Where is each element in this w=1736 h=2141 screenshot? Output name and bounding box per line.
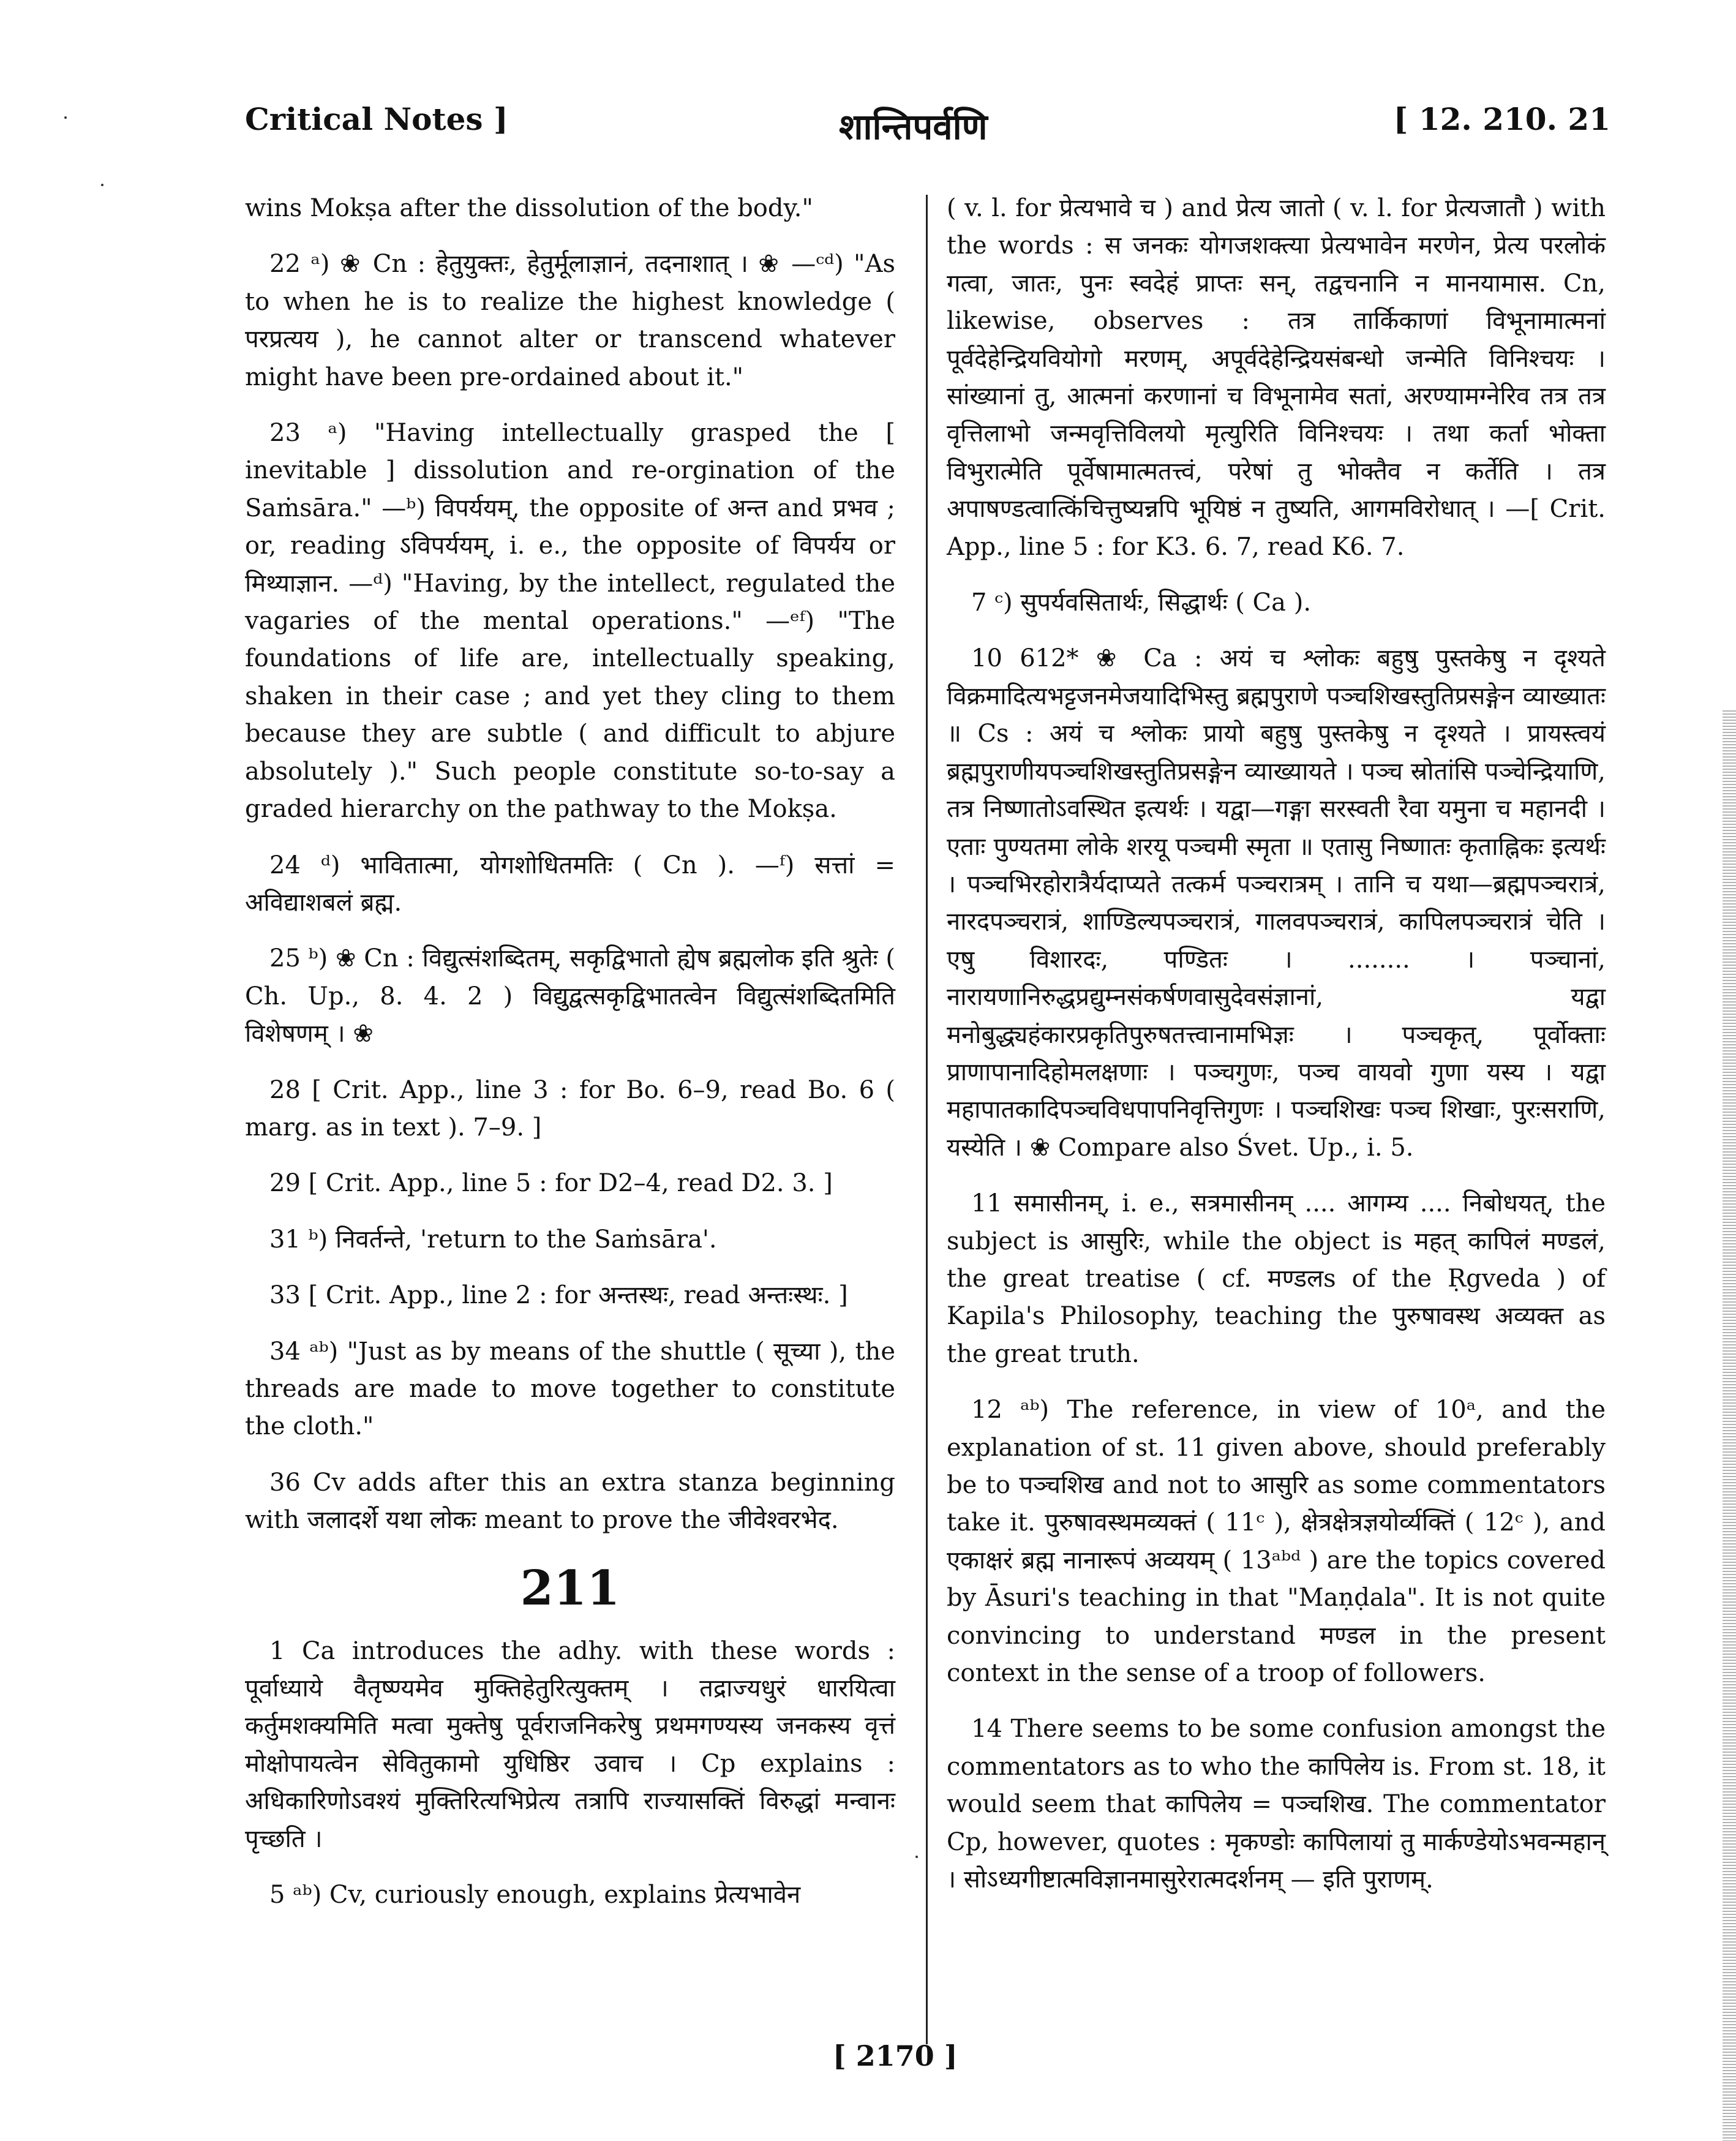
scan-speck [101, 184, 103, 186]
left-column [245, 190, 895, 1932]
note-211-7: 7 ᶜ) सुपर्यवसितार्थः, सिद्धार्थः ( Ca ). [971, 589, 1312, 617]
note-continuation: wins Mokṣa after the dissolution of the body." [245, 194, 813, 222]
note-211-10: 10 612* ❀ Ca : अयं च श्लोकः बहुषु पुस्तकेषु न दृश्यते विक्रमादित्यभट्टजनमेजयादिभिस्तु ब्रह्मपुराणे पञ्चशिखस्तुतिप्रसङ्गेन व्याख्यातः ॥ Cs : अयं च श्लोकः प्रायो बहुषु पुस्तकेषु न दृश्यते । प्रायस्त्वयं ब्रह्मपुराणीयपञ्चशिखस्तुतिप्रसङ्गेन व्याख्यायते । पञ्च स्रोतांसि पञ्चेन्द्रियाणि, तत्र निष्णातोऽवस्थित इत्यर्थः । यद्वा—गङ्गा सरस्वती रैवा यमुना च महानदी । एताः पुण्यतमा लोके शरयू पञ्चमी स्मृता ॥ एतासु निष्णातः कृताह्निकः इत्यर्थः । पञ्चभिरहोरात्रैर्यदाप्यते तत्कर्म पञ्चरात्रम् । तानि च यथा—ब्रह्मपञ्चरात्रं, नारदपञ्चरात्रं, शाण्डिल्यपञ्चरात्रं, गालवपञ्चरात्रं, कापिलपञ्चरात्रं चेति । एषु विशारदः, पण्डितः । ........ । पञ्चानां, नारायणानिरुद्धप्रद्युम्नसंकर्षणवासुदेवसंज्ञानां, यद्वा मनोबुद्ध्यहंकारप्रकृतिपुरुषतत्त्वानामभिज्ञः । पञ्चकृत्, पूर्वोक्ताः प्राणापानादिहोमलक्षणाः । पञ्चगुणः, पञ्च वायवो गुणा यस्य । यद्वा महापातकादिपञ्चविधपापनिवृत्तिगुणः । पञ्चशिखः पञ्च शिखाः, पुरःसराणि, यस्येति । ❀ Compare also Śvet. Up., i. 5. [947, 644, 1606, 1162]
section-heading: 211 [520, 1560, 620, 1616]
note-34: 34 ᵃᵇ) "Just as by means of the shuttle ( सूच्या ), the threads are made to move together to constitute the cloth." [245, 1337, 895, 1441]
note-211-5-continued: ( v. l. for प्रेत्यभावे च ) and प्रेत्य जातो ( v. l. for प्रेत्यजातौ ) with the words : स जनकः योगजशक्त्या प्रेत्यभावेन मरणेन, प्रेत्य परलोकं गत्वा, जातः, पुनः स्वदेहं प्राप्तः सन्, तद्वचनानि न मानयामास. Cn, likewise, observes : तत्र तार्किकाणां विभूनामात्मनां पूर्वदेहेन्द्रियवियोगो मरणम्, अपूर्वदेहेन्द्रियसंबन्धो जन्मेति विनिश्चयः । सांख्यानां तु, आत्मनां करणानां च विभूनामेव सतां, अरण्यामग्नेरिव तत्र तत्र वृत्तिलाभो जन्मवृत्तिविलयो मृत्युरिति विनिश्चयः । तथा कर्ता भोक्ता विभुरात्मेति पूर्वेषामात्मतत्त्वं, परेषां तु भोक्तैव न कर्तेति । तत्र अपाषण्डत्वात्किंचित्तुष्यन्नपि भूयिष्ठं न तुष्यति, आगमविरोधात् । —[ Crit. App., line 5 : for K3. 6. 7, read K6. 7. [947, 194, 1606, 561]
note-24: 24 ᵈ) भावितात्मा, योगशोधितमतिः ( Cn ). —ᶠ) सत्तां = अविद्याशबलं ब्रह्म. [245, 851, 895, 917]
note-31: 31 ᵇ) निवर्तन्ते, 'return to the Saṁsāra'. [269, 1225, 717, 1254]
running-head-title: शान्तिपर्वणि [839, 106, 988, 148]
note-211-1: 1 Ca introduces the adhy. with these words : पूर्वाध्याये वैतृष्ण्यमेव मुक्तिहेतुरित्युक्तम् । तद्राज्यधुरं धारयित्वा कर्तुमशक्यमिति मत्वा मुक्तेषु पूर्वराजनिकरेषु प्रथमगण्यस्य जनकस्य वृत्तं मोक्षोपायत्वेन सेवितुकामो युधिष्ठिर उवाच । Cp explains : अधिकारिणोऽवश्यं मुक्तिरित्यभिप्रेत्य तत्रापि राज्यासक्तिं विरुद्धां मन्वानः पृच्छति । [245, 1636, 895, 1853]
note-33: 33 [ Crit. App., line 2 : for अन्तस्थः, read अन्तःस्थः. ] [269, 1281, 848, 1310]
note-25: 25 ᵇ) ❀ Cn : विद्युत्संशब्दितम्, सकृद्विभातो ह्येष ब्रह्मलोक इति श्रुतेः ( Ch. Up., 8. 4. 2 ) विद्युद्वत्सकृद्विभातत्वेन विद्युत्संशब्दितमिति विशेषणम् । ❀ [245, 944, 895, 1048]
note-22: 22 ᵃ) ❀ Cn : हेतुयुक्तः, हेतुर्मूलाज्ञानं, तदनाशात् । ❀ —ᶜᵈ) "As to when he is to realize the highest knowledge ( परप्रत्यय ), he cannot alter or transcend whatever might have been pre-ordained about it." [245, 250, 895, 391]
page-number: [ 2170 ] [833, 2039, 958, 2072]
note-36: 36 Cv adds after this an extra stanza beginning with जलादर्शे यथा लोकः meant to prove the जीवेश्वरभेद. [245, 1468, 895, 1535]
scan-speck [915, 1856, 918, 1858]
running-head-left: Critical Notes ] [245, 101, 508, 137]
note-211-5: 5 ᵃᵇ) Cv, curiously enough, explains प्रेत्यभावेन [269, 1881, 801, 1910]
note-211-14: 14 There seems to be some confusion amongst the commentators as to who the कापिलेय is. From st. 18, it would seem that कापिलेय = पञ्चशिख. The commentator Cp, however, quotes : मृकण्डोः कापिलायां तु मार्कण्डेयोऽभवन्महान् । सोऽध्यगीष्टात्मविज्ञानमासुरेरात्मदर्शनम् — इति पुराणम्. [947, 1715, 1606, 1894]
running-head-reference: [ 12. 210. 21 [1393, 101, 1610, 137]
column-divider [926, 195, 928, 2044]
note-23: 23 ᵃ) "Having intellectually grasped the [ inevitable ] dissolution and re-orgination of the Saṁsāra." —ᵇ) विपर्ययम्, the opposite of अन्त and प्रभव ; or, reading ऽविपर्ययम्, i. e., the opposite of विपर्यय or मिथ्याज्ञान. —ᵈ) "Having, by the intellect, regulated the vagaries of the mental operations." —ᵉᶠ) "The foundations of life are, intellectually speaking, shaken in their case ; and yet they cling to them because they are subtle ( and difficult to abjure absolutely )." Such people constitute so-to-say a graded hierarchy on the pathway to the Mokṣa. [245, 419, 895, 824]
note-28: 28 [ Crit. App., line 3 : for Bo. 6–9, read Bo. 6 ( marg. as in text ). 7–9. ] [245, 1075, 895, 1142]
right-column [947, 190, 1606, 1917]
note-211-11: 11 समासीनम्, i. e., सत्रमासीनम् .... आगम्य .... निबोधयत्, the subject is आसुरिः, while the object is महत् कापिलं मण्डलं, the great treatise ( cf. मण्डलs of the Ṛgveda ) of Kapila's Philosophy, teaching the पुरुषावस्थ अव्यक्त as the great truth. [947, 1189, 1606, 1368]
note-211-12: 12 ᵃᵇ) The reference, in view of 10ᵃ, and the explanation of st. 11 given above, should preferably be to पञ्चशिख and not to आसुरि as some commentators take it. पुरुषावस्थमव्यक्तं ( 11ᶜ ), क्षेत्रक्षेत्रज्ञयोर्व्यक्तिं ( 12ᶜ ), and एकाक्षरं ब्रह्म नानारूपं अव्ययम् ( 13ᵃᵇᵈ ) are the topics covered by Āsuri's teaching in that "Maṇḍala". It is not quite convincing to understand मण्डल in the present context in the sense of a troop of followers. [947, 1396, 1606, 1688]
scan-edge-artifact [1723, 710, 1736, 2141]
note-29: 29 [ Crit. App., line 5 : for D2–4, read D2. 3. ] [269, 1169, 833, 1198]
scan-speck [64, 116, 67, 119]
